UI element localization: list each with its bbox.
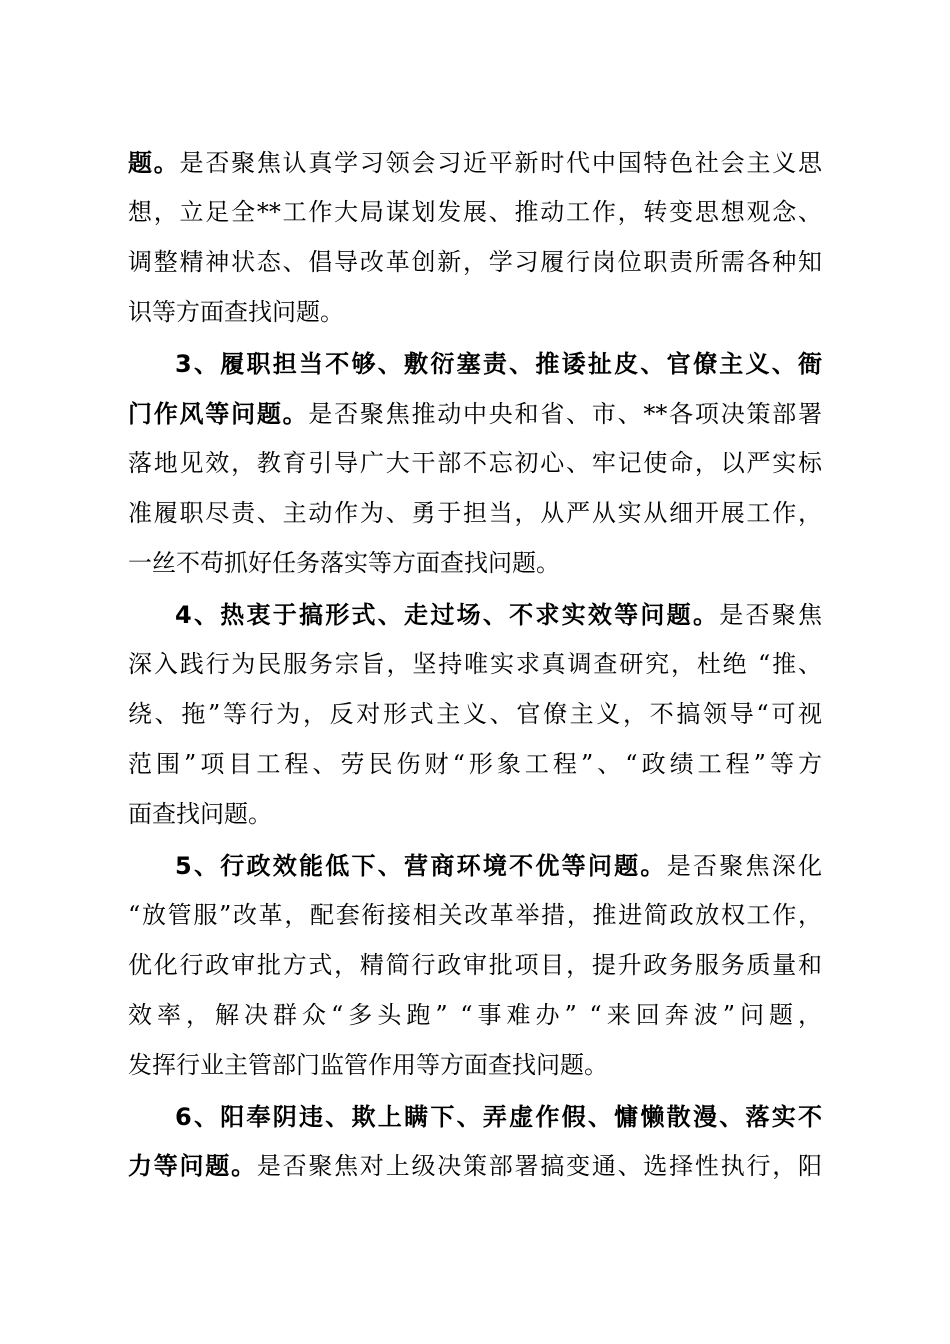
text-line: [128, 192, 822, 232]
body-text: 深入践行为民服务宗旨，坚持唯实求真调查研究，杜绝 “推、: [128, 650, 822, 678]
text-line: [128, 493, 822, 533]
text-line: [128, 292, 822, 332]
body-text: “放管服”改革，配套衔接相关改革举措，推进简政放权工作，: [128, 901, 822, 929]
body-text: 绕、拖”等行为，反对形式主义、官僚主义，不搞领导“可视: [128, 700, 822, 728]
bold-text: 6、阳奉阴违、欺上瞒下、弄虚作假、慵懒散漫、落实不: [175, 1103, 822, 1131]
text-line: [128, 543, 822, 583]
text-line: [175, 846, 822, 886]
text-line: [128, 143, 822, 183]
text-line: [175, 1097, 822, 1137]
text-line: [128, 443, 822, 483]
text-line: [175, 344, 822, 384]
bold-text: 题。: [128, 149, 180, 177]
body-text: 是否聚焦推动中央和省、市、**各项决策部署: [308, 400, 823, 428]
body-text: 是否聚焦: [719, 601, 823, 629]
text-line: [128, 744, 822, 784]
body-text: 识等方面查找问题。: [128, 298, 344, 326]
body-text: 想，立足全**工作大局谋划发展、推动工作，转变思想观念、: [128, 198, 822, 226]
text-line: [128, 394, 822, 434]
bold-text: 力等问题。: [128, 1152, 257, 1180]
body-text: 面查找问题。: [128, 800, 272, 828]
text-line: [128, 995, 822, 1035]
body-text: 是否聚焦深化: [666, 852, 822, 880]
body-text: 范围”项目工程、劳民伤财“形象工程”、“政绩工程”等方: [128, 750, 822, 778]
body-text: 效率，解决群众“多头跑” “事难办” “来回奔波”问题，: [128, 1001, 822, 1029]
text-line: [128, 242, 822, 282]
body-text: 落地见效，教育引导广大干部不忘初心、牢记使命，以严实标: [128, 449, 822, 477]
bold-text: 5、行政效能低下、营商环境不优等问题。: [175, 852, 667, 880]
bold-text: 门作风等问题。: [128, 400, 309, 428]
text-line: [128, 694, 822, 734]
text-line: [128, 1045, 822, 1085]
body-text: 一丝不苟抓好任务落实等方面查找问题。: [128, 549, 560, 577]
text-line: [128, 895, 822, 935]
bold-text: 3、履职担当不够、敷衍塞责、推诿扯皮、官僚主义、衙: [175, 350, 822, 378]
text-line: [128, 945, 822, 985]
text-line: [128, 794, 822, 834]
body-text: 是否聚焦认真学习领会习近平新时代中国特色社会主义思: [179, 149, 823, 177]
body-text: 发挥行业主管部门监管作用等方面查找问题。: [128, 1051, 608, 1079]
body-text: 准履职尽责、主动作为、勇于担当，从严从实从细开展工作，: [128, 499, 822, 527]
body-text: 优化行政审批方式，精简行政审批项目，提升政务服务质量和: [128, 951, 822, 979]
body-text: 调整精神状态、倡导改革创新，学习履行岗位职责所需各种知: [128, 248, 822, 276]
text-line: [128, 1146, 822, 1186]
bold-text: 4、热衷于搞形式、走过场、不求实效等问题。: [175, 601, 720, 629]
text-line: [128, 644, 822, 684]
body-text: 是否聚焦对上级决策部署搞变通、选择性执行，阳: [256, 1152, 823, 1180]
text-line: [175, 595, 822, 635]
